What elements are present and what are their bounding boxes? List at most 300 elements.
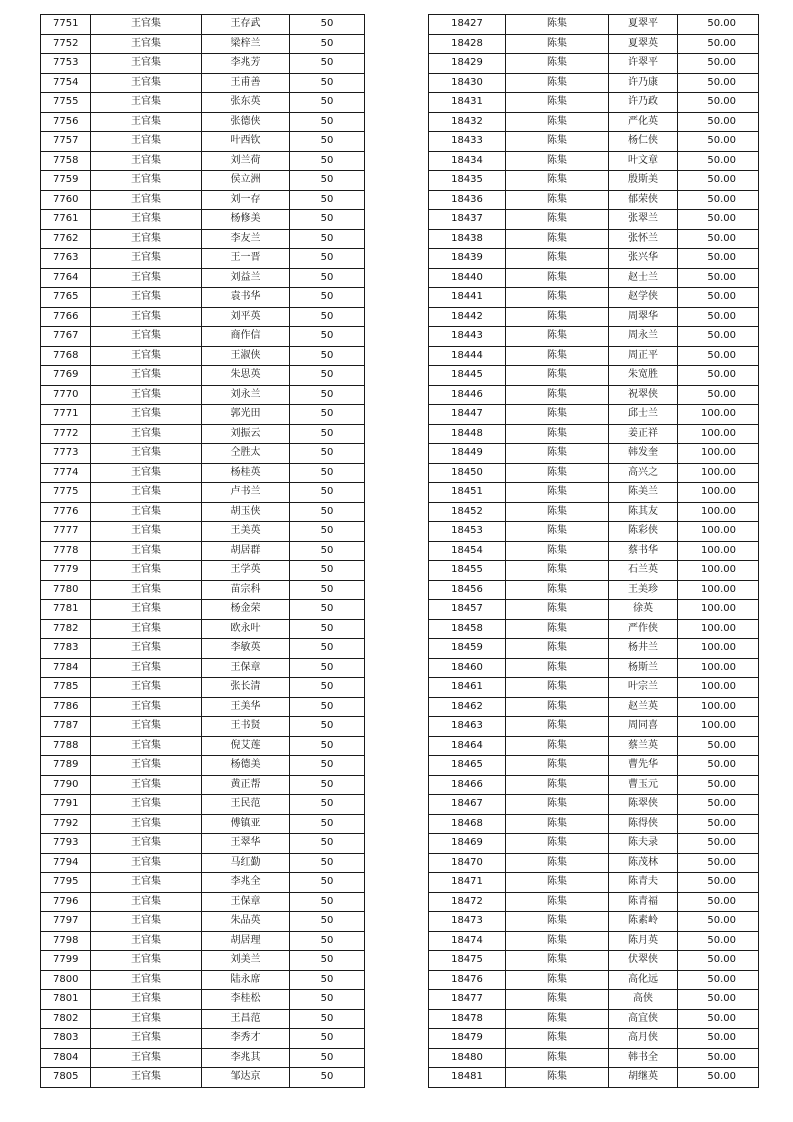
record-number-cell: 7800: [41, 970, 91, 990]
table-row: [429, 249, 759, 269]
record-number-cell: 18480: [429, 1048, 506, 1068]
amount-cell: 50.00: [678, 990, 759, 1010]
place-name-cell: 王官集: [91, 424, 202, 444]
table-row: [429, 346, 759, 366]
record-number-cell: 7753: [41, 54, 91, 74]
record-number-cell: 18437: [429, 210, 506, 230]
table-row: [41, 385, 365, 405]
table-row: [429, 54, 759, 74]
table-row: [429, 853, 759, 873]
table-row: [429, 639, 759, 659]
record-number-cell: 7752: [41, 34, 91, 54]
record-number-cell: 7782: [41, 619, 91, 639]
amount-cell: 50: [290, 970, 365, 990]
record-number-cell: 7775: [41, 483, 91, 503]
table-row: [429, 892, 759, 912]
record-number-cell: 18458: [429, 619, 506, 639]
place-name-cell: 陈集: [506, 580, 609, 600]
place-name-cell: 陈集: [506, 483, 609, 503]
place-name-cell: 陈集: [506, 717, 609, 737]
place-name-cell: 陈集: [506, 366, 609, 386]
table-row: [429, 736, 759, 756]
amount-cell: 50.00: [678, 795, 759, 815]
record-number-cell: 18432: [429, 112, 506, 132]
amount-cell: 50.00: [678, 1048, 759, 1068]
person-name-cell: 高侠: [609, 990, 678, 1010]
person-name-cell: 夏翠英: [609, 34, 678, 54]
amount-cell: 50.00: [678, 970, 759, 990]
table-row: [41, 775, 365, 795]
place-name-cell: 王官集: [91, 54, 202, 74]
table-row: [41, 678, 365, 698]
amount-cell: 50: [290, 327, 365, 347]
amount-cell: 50: [290, 814, 365, 834]
amount-cell: 50: [290, 405, 365, 425]
place-name-cell: 陈集: [506, 834, 609, 854]
table-row: [41, 873, 365, 893]
person-name-cell: 刘振云: [202, 424, 290, 444]
person-name-cell: 马红勤: [202, 853, 290, 873]
record-number-cell: 18478: [429, 1009, 506, 1029]
place-name-cell: 王官集: [91, 873, 202, 893]
person-name-cell: 高月侠: [609, 1029, 678, 1049]
table-row: [41, 307, 365, 327]
record-number-cell: 7797: [41, 912, 91, 932]
table-row: [429, 697, 759, 717]
record-number-cell: 18453: [429, 522, 506, 542]
record-number-cell: 18450: [429, 463, 506, 483]
record-number-cell: 7791: [41, 795, 91, 815]
place-name-cell: 王官集: [91, 678, 202, 698]
amount-cell: 50: [290, 717, 365, 737]
person-name-cell: 陈其友: [609, 502, 678, 522]
person-name-cell: 韩书全: [609, 1048, 678, 1068]
person-name-cell: 许翠平: [609, 54, 678, 74]
amount-cell: 50: [290, 502, 365, 522]
record-number-cell: 18461: [429, 678, 506, 698]
amount-cell: 50.00: [678, 229, 759, 249]
record-number-cell: 18460: [429, 658, 506, 678]
record-number-cell: 18459: [429, 639, 506, 659]
table-row: [41, 483, 365, 503]
record-number-cell: 7766: [41, 307, 91, 327]
person-name-cell: 严化英: [609, 112, 678, 132]
place-name-cell: 王官集: [91, 346, 202, 366]
amount-cell: 50: [290, 112, 365, 132]
table-row: [429, 132, 759, 152]
place-name-cell: 王官集: [91, 892, 202, 912]
table-row: [429, 229, 759, 249]
person-name-cell: 王美珍: [609, 580, 678, 600]
record-number-cell: 7769: [41, 366, 91, 386]
person-name-cell: 朱宽胜: [609, 366, 678, 386]
record-number-cell: 7754: [41, 73, 91, 93]
table-row: [429, 307, 759, 327]
amount-cell: 50.00: [678, 931, 759, 951]
place-name-cell: 陈集: [506, 229, 609, 249]
table-row: [429, 288, 759, 308]
table-row: [429, 444, 759, 464]
table-row: [429, 34, 759, 54]
record-number-cell: 7799: [41, 951, 91, 971]
table-row: [41, 892, 365, 912]
place-name-cell: 王官集: [91, 522, 202, 542]
amount-cell: 50: [290, 1009, 365, 1029]
record-number-cell: 7787: [41, 717, 91, 737]
person-name-cell: 商作信: [202, 327, 290, 347]
place-name-cell: 王官集: [91, 1029, 202, 1049]
person-name-cell: 夏翠平: [609, 15, 678, 35]
person-name-cell: 张东英: [202, 93, 290, 113]
amount-cell: 50.00: [678, 912, 759, 932]
amount-cell: 50: [290, 1048, 365, 1068]
table-row: [429, 112, 759, 132]
place-name-cell: 陈集: [506, 190, 609, 210]
table-row: [41, 541, 365, 561]
amount-cell: 50: [290, 444, 365, 464]
table-row: [41, 1009, 365, 1029]
amount-cell: 50: [290, 15, 365, 35]
place-name-cell: 王官集: [91, 366, 202, 386]
person-name-cell: 周正平: [609, 346, 678, 366]
table-row: [41, 54, 365, 74]
table-row: [41, 93, 365, 113]
record-number-cell: 18464: [429, 736, 506, 756]
person-name-cell: 陆永席: [202, 970, 290, 990]
amount-cell: 50.00: [678, 112, 759, 132]
person-name-cell: 刘美兰: [202, 951, 290, 971]
place-name-cell: 陈集: [506, 678, 609, 698]
place-name-cell: 陈集: [506, 658, 609, 678]
place-name-cell: 王官集: [91, 34, 202, 54]
record-number-cell: 7804: [41, 1048, 91, 1068]
place-name-cell: 陈集: [506, 892, 609, 912]
record-number-cell: 18436: [429, 190, 506, 210]
person-name-cell: 叶西钦: [202, 132, 290, 152]
place-name-cell: 王官集: [91, 405, 202, 425]
amount-cell: 50.00: [678, 736, 759, 756]
place-name-cell: 陈集: [506, 307, 609, 327]
record-number-cell: 18474: [429, 931, 506, 951]
table-row: [429, 951, 759, 971]
place-name-cell: 王官集: [91, 561, 202, 581]
person-name-cell: 陈夫录: [609, 834, 678, 854]
table-row: [41, 639, 365, 659]
amount-cell: 50: [290, 795, 365, 815]
table-row: [41, 756, 365, 776]
person-name-cell: 梁梓兰: [202, 34, 290, 54]
place-name-cell: 王官集: [91, 112, 202, 132]
record-number-cell: 18477: [429, 990, 506, 1010]
right-roster-table: [428, 14, 759, 1088]
place-name-cell: 王官集: [91, 658, 202, 678]
table-row: [429, 1048, 759, 1068]
record-number-cell: 7777: [41, 522, 91, 542]
amount-cell: 100.00: [678, 678, 759, 698]
record-number-cell: 18430: [429, 73, 506, 93]
place-name-cell: 陈集: [506, 970, 609, 990]
record-number-cell: 7763: [41, 249, 91, 269]
record-number-cell: 18448: [429, 424, 506, 444]
record-number-cell: 18455: [429, 561, 506, 581]
person-name-cell: 杨仁侠: [609, 132, 678, 152]
table-row: [41, 1029, 365, 1049]
place-name-cell: 陈集: [506, 775, 609, 795]
amount-cell: 50.00: [678, 268, 759, 288]
table-row: [429, 1029, 759, 1049]
record-number-cell: 7774: [41, 463, 91, 483]
amount-cell: 50: [290, 931, 365, 951]
table-row: [429, 93, 759, 113]
record-number-cell: 7776: [41, 502, 91, 522]
place-name-cell: 陈集: [506, 151, 609, 171]
place-name-cell: 王官集: [91, 73, 202, 93]
record-number-cell: 7786: [41, 697, 91, 717]
amount-cell: 50: [290, 775, 365, 795]
table-row: [41, 619, 365, 639]
amount-cell: 50: [290, 151, 365, 171]
record-number-cell: 18463: [429, 717, 506, 737]
place-name-cell: 陈集: [506, 405, 609, 425]
person-name-cell: 刘益兰: [202, 268, 290, 288]
table-row: [429, 15, 759, 35]
record-number-cell: 7764: [41, 268, 91, 288]
place-name-cell: 陈集: [506, 15, 609, 35]
place-name-cell: 陈集: [506, 756, 609, 776]
person-name-cell: 王书贤: [202, 717, 290, 737]
person-name-cell: 殷斯美: [609, 171, 678, 191]
table-row: [429, 873, 759, 893]
amount-cell: 50: [290, 483, 365, 503]
place-name-cell: 陈集: [506, 990, 609, 1010]
table-row: [41, 814, 365, 834]
amount-cell: 50.00: [678, 814, 759, 834]
person-name-cell: 杨德美: [202, 756, 290, 776]
record-number-cell: 7784: [41, 658, 91, 678]
place-name-cell: 陈集: [506, 73, 609, 93]
table-row: [429, 171, 759, 191]
amount-cell: 50: [290, 132, 365, 152]
record-number-cell: 7790: [41, 775, 91, 795]
amount-cell: 100.00: [678, 639, 759, 659]
record-number-cell: 18456: [429, 580, 506, 600]
amount-cell: 50: [290, 678, 365, 698]
person-name-cell: 高宜侠: [609, 1009, 678, 1029]
amount-cell: 100.00: [678, 444, 759, 464]
place-name-cell: 王官集: [91, 93, 202, 113]
person-name-cell: 杨修美: [202, 210, 290, 230]
place-name-cell: 王官集: [91, 951, 202, 971]
record-number-cell: 18444: [429, 346, 506, 366]
place-name-cell: 王官集: [91, 853, 202, 873]
record-number-cell: 18434: [429, 151, 506, 171]
table-row: [41, 658, 365, 678]
table-row: [41, 736, 365, 756]
person-name-cell: 李桂松: [202, 990, 290, 1010]
record-number-cell: 18454: [429, 541, 506, 561]
record-number-cell: 7778: [41, 541, 91, 561]
record-number-cell: 7761: [41, 210, 91, 230]
table-row: [41, 931, 365, 951]
amount-cell: 50: [290, 912, 365, 932]
table-row: [429, 73, 759, 93]
record-number-cell: 18475: [429, 951, 506, 971]
person-name-cell: 蔡兰英: [609, 736, 678, 756]
record-number-cell: 18466: [429, 775, 506, 795]
table-row: [429, 990, 759, 1010]
place-name-cell: 陈集: [506, 502, 609, 522]
person-name-cell: 张怀兰: [609, 229, 678, 249]
place-name-cell: 陈集: [506, 424, 609, 444]
amount-cell: 50: [290, 951, 365, 971]
person-name-cell: 胡居群: [202, 541, 290, 561]
amount-cell: 50: [290, 268, 365, 288]
record-number-cell: 7805: [41, 1068, 91, 1088]
amount-cell: 50: [290, 210, 365, 230]
table-row: [41, 853, 365, 873]
table-row: [41, 15, 365, 35]
table-row: [429, 385, 759, 405]
table-row: [429, 327, 759, 347]
amount-cell: 100.00: [678, 463, 759, 483]
left-roster-table: [40, 14, 365, 1088]
record-number-cell: 18457: [429, 600, 506, 620]
person-name-cell: 王美英: [202, 522, 290, 542]
person-name-cell: 仝胜太: [202, 444, 290, 464]
place-name-cell: 王官集: [91, 463, 202, 483]
place-name-cell: 陈集: [506, 34, 609, 54]
person-name-cell: 赵兰英: [609, 697, 678, 717]
table-row: [429, 678, 759, 698]
record-number-cell: 7783: [41, 639, 91, 659]
amount-cell: 50: [290, 541, 365, 561]
person-name-cell: 赵学侠: [609, 288, 678, 308]
place-name-cell: 王官集: [91, 190, 202, 210]
place-name-cell: 王官集: [91, 15, 202, 35]
person-name-cell: 赵士兰: [609, 268, 678, 288]
person-name-cell: 欧永叶: [202, 619, 290, 639]
amount-cell: 50.00: [678, 327, 759, 347]
table-row: [429, 600, 759, 620]
place-name-cell: 陈集: [506, 600, 609, 620]
table-row: [429, 580, 759, 600]
record-number-cell: 18468: [429, 814, 506, 834]
place-name-cell: 陈集: [506, 951, 609, 971]
place-name-cell: 王官集: [91, 210, 202, 230]
person-name-cell: 邱士兰: [609, 405, 678, 425]
table-row: [41, 990, 365, 1010]
amount-cell: 50: [290, 73, 365, 93]
record-number-cell: 18462: [429, 697, 506, 717]
amount-cell: 50: [290, 619, 365, 639]
amount-cell: 50.00: [678, 756, 759, 776]
record-number-cell: 7794: [41, 853, 91, 873]
person-name-cell: 王甫善: [202, 73, 290, 93]
person-name-cell: 韩发奎: [609, 444, 678, 464]
record-number-cell: 18428: [429, 34, 506, 54]
table-row: [429, 463, 759, 483]
table-row: [429, 1009, 759, 1029]
amount-cell: 50.00: [678, 775, 759, 795]
amount-cell: 50: [290, 171, 365, 191]
place-name-cell: 王官集: [91, 132, 202, 152]
record-number-cell: 7771: [41, 405, 91, 425]
amount-cell: 50.00: [678, 132, 759, 152]
person-name-cell: 陈彩侠: [609, 522, 678, 542]
place-name-cell: 王官集: [91, 619, 202, 639]
amount-cell: 50.00: [678, 151, 759, 171]
place-name-cell: 陈集: [506, 541, 609, 561]
place-name-cell: 王官集: [91, 990, 202, 1010]
table-row: [41, 717, 365, 737]
table-row: [429, 775, 759, 795]
person-name-cell: 王存武: [202, 15, 290, 35]
place-name-cell: 陈集: [506, 853, 609, 873]
place-name-cell: 王官集: [91, 697, 202, 717]
place-name-cell: 王官集: [91, 775, 202, 795]
person-name-cell: 李敏英: [202, 639, 290, 659]
person-name-cell: 张翠兰: [609, 210, 678, 230]
place-name-cell: 王官集: [91, 834, 202, 854]
person-name-cell: 李兆芳: [202, 54, 290, 74]
amount-cell: 50.00: [678, 54, 759, 74]
person-name-cell: 陈美兰: [609, 483, 678, 503]
table-row: [41, 405, 365, 425]
person-name-cell: 郭光田: [202, 405, 290, 425]
amount-cell: 100.00: [678, 405, 759, 425]
amount-cell: 50.00: [678, 951, 759, 971]
person-name-cell: 伏翠侠: [609, 951, 678, 971]
amount-cell: 50: [290, 853, 365, 873]
place-name-cell: 陈集: [506, 912, 609, 932]
place-name-cell: 王官集: [91, 268, 202, 288]
table-row: [41, 268, 365, 288]
record-number-cell: 18473: [429, 912, 506, 932]
record-number-cell: 18443: [429, 327, 506, 347]
place-name-cell: 王官集: [91, 307, 202, 327]
person-name-cell: 王美华: [202, 697, 290, 717]
amount-cell: 50.00: [678, 190, 759, 210]
place-name-cell: 王官集: [91, 717, 202, 737]
amount-cell: 50.00: [678, 307, 759, 327]
amount-cell: 50: [290, 580, 365, 600]
record-number-cell: 18451: [429, 483, 506, 503]
table-row: [429, 483, 759, 503]
person-name-cell: 陈翠侠: [609, 795, 678, 815]
record-number-cell: 7756: [41, 112, 91, 132]
amount-cell: 50: [290, 346, 365, 366]
table-row: [429, 424, 759, 444]
place-name-cell: 陈集: [506, 795, 609, 815]
person-name-cell: 陈月英: [609, 931, 678, 951]
person-name-cell: 苗宗科: [202, 580, 290, 600]
table-row: [429, 268, 759, 288]
amount-cell: 100.00: [678, 658, 759, 678]
record-number-cell: 18427: [429, 15, 506, 35]
record-number-cell: 18431: [429, 93, 506, 113]
person-name-cell: 杨斯兰: [609, 658, 678, 678]
place-name-cell: 陈集: [506, 697, 609, 717]
person-name-cell: 杨金荣: [202, 600, 290, 620]
table-row: [41, 171, 365, 191]
place-name-cell: 陈集: [506, 112, 609, 132]
place-name-cell: 陈集: [506, 1048, 609, 1068]
person-name-cell: 周同喜: [609, 717, 678, 737]
table-row: [41, 970, 365, 990]
table-row: [41, 249, 365, 269]
person-name-cell: 邹达京: [202, 1068, 290, 1088]
table-row: [429, 970, 759, 990]
